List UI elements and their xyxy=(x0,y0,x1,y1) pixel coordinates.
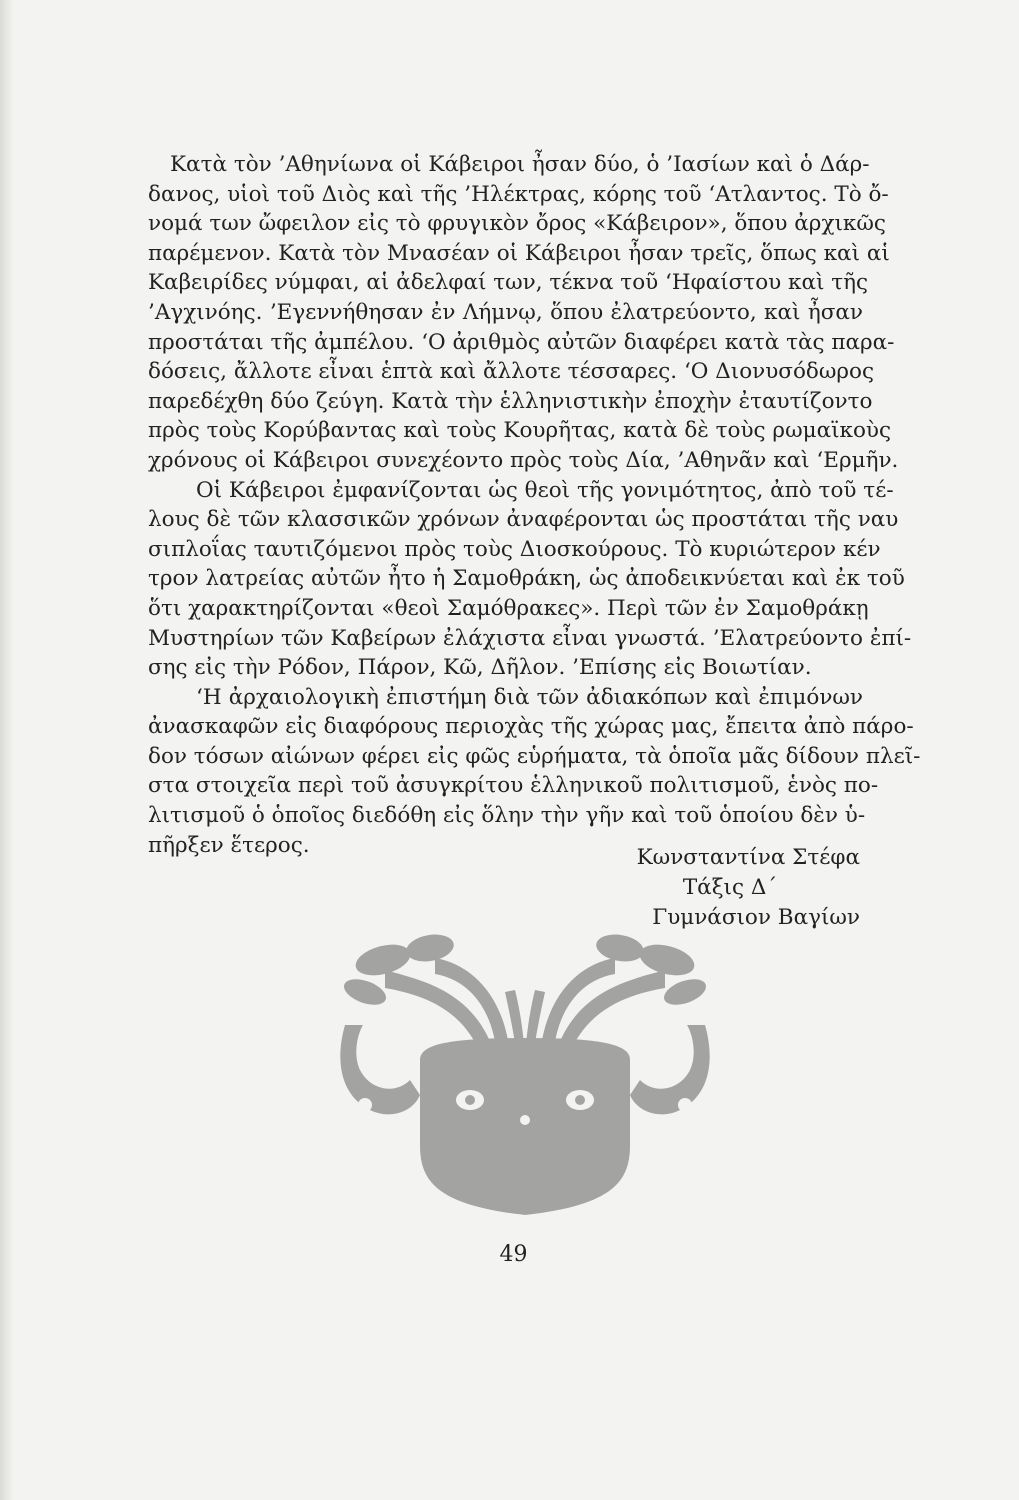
text-line: παρέμενον. Κατὰ τὸν Μνασέαν οἱ Κάβειροι ἦσαν τρεῖς, ὅπως καὶ αἱ xyxy=(148,240,890,266)
text-line: δόσεις, ἄλλοτε εἶναι ἑπτὰ καὶ ἄλλοτε τέσσαρες. ‘Ο Διονυσόδωρος xyxy=(148,359,875,385)
text-line: ’Αγχινόης. ’Εγεννήθησαν ἐν Λήμνῳ, ὅπου ἐλατρεύοντο, καὶ ἦσαν xyxy=(148,299,863,325)
text-line: Μυστηρίων τῶν Καβείρων ἐλάχιστα εἶναι γνωστά. ’Ελατρεύοντο ἐπί- xyxy=(148,625,912,651)
text-line: χρόνους οἱ Κάβειροι συνεχέοντο πρὸς τοὺς Δία, ’Αθηνᾶν καὶ ‘Ερμῆν. xyxy=(148,447,899,473)
text-line: νομά των ὤφειλον εἰς τὸ φρυγικὸν ὄρος «Κάβειρον», ὅπου ἀρχικῶς xyxy=(148,211,886,237)
author-signature xyxy=(540,843,860,933)
text-line: σης εἰς τὴν Ρόδον, Πάρον, Κῶ, Δῆλον. ’Επίσης εἰς Βοιωτίαν. xyxy=(148,655,812,681)
text-line: πρὸς τοὺς Κορύβαντας καὶ τοὺς Κουρῆτας, κατὰ δὲ τοὺς ρωμαϊκοὺς xyxy=(148,418,892,444)
text-line: ἀνασκαφῶν εἰς διαφόρους περιοχὰς τῆς χώρας μας, ἔπειτα ἀπὸ πάρο- xyxy=(148,714,914,740)
text-line: δον τόσων αἰώνων φέρει εἰς φῶς εὑρήματα, τὰ ὁποῖα μᾶς δίδουν πλεῖ- xyxy=(148,743,921,769)
text-line: στα στοιχεῖα περὶ τοῦ ἀσυγκρίτου ἑλληνικοῦ πολιτισμοῦ, ἑνὸς πο- xyxy=(148,773,879,799)
text-line: παρεδέχθη δύο ζεύγη. Κατὰ τὴν ἑλληνιστικὴν ἐποχὴν ἐταυτίζοντο xyxy=(148,388,873,414)
text-line: δανος, υἱοὶ τοῦ Διὸς καὶ τῆς ’Ηλέκτρας, κόρης τοῦ ‘Ατλαντος. Τὸ ὄ- xyxy=(148,181,889,207)
text-line: σιπλοΐας ταυτιζόμενοι πρὸς τοὺς Διοσκούρους. Τὸ κυριώτερον κέν xyxy=(148,536,881,562)
page-number: 49 xyxy=(499,1242,528,1267)
text-line: Οἱ Κάβειροι ἐμφανίζονται ὡς θεοὶ τῆς γονιμότητος, ἀπὸ τοῦ τέ- xyxy=(196,477,894,503)
author-class: Τάξις Δ΄ xyxy=(682,875,778,900)
text-line: τρον λατρείας αὐτῶν ἦτο ἡ Σαμοθράκη, ὡς ἀποδεικνύεται καὶ ἐκ τοῦ xyxy=(148,566,905,592)
text-line: Κατὰ τὸν ’Αθηνίωνα οἱ Κάβειροι ἦσαν δύο, ὁ ’Ιασίων καὶ ὁ Δάρ- xyxy=(170,152,870,177)
text-line: λιτισμοῦ ὁ ὁποῖος διεδόθη εἰς ὅλην τὴν γῆν καὶ τοῦ ὁποίου δὲν ὑ- xyxy=(148,803,866,829)
text-line: ὅτι χαρακτηρίζονται «θεοὶ Σαμόθρακες». Περὶ τῶν ἐν Σαμοθράκῃ xyxy=(148,595,869,621)
page-edge-shadow xyxy=(0,0,14,1500)
decorative-ornament xyxy=(325,930,725,1220)
text-line: λους δὲ τῶν κλασσικῶν χρόνων ἀναφέρονται ὡς προστάται τῆς ναυ xyxy=(148,507,899,533)
author-name: Κωνσταντίνα Στέφα xyxy=(636,845,860,870)
text-line: προστάται τῆς ἀμπέλου. ‘Ο ἀριθμὸς αὐτῶν διαφέρει κατὰ τὰς παρα- xyxy=(148,329,895,355)
text-line: πῆρξεν ἕτερος. xyxy=(148,832,310,858)
article-body xyxy=(148,150,921,860)
text-line: Καβειρίδες νύμφαι, αἱ ἀδελφαί των, τέκνα τοῦ ‘Ηφαίστου καὶ τῆς xyxy=(148,270,869,296)
author-school: Γυμνάσιον Βαγίων xyxy=(652,905,860,930)
text-line: ‘Η ἀρχαιολογικὴ ἐπιστήμη διὰ τῶν ἀδιακόπων καὶ ἐπιμόνων xyxy=(196,684,863,710)
